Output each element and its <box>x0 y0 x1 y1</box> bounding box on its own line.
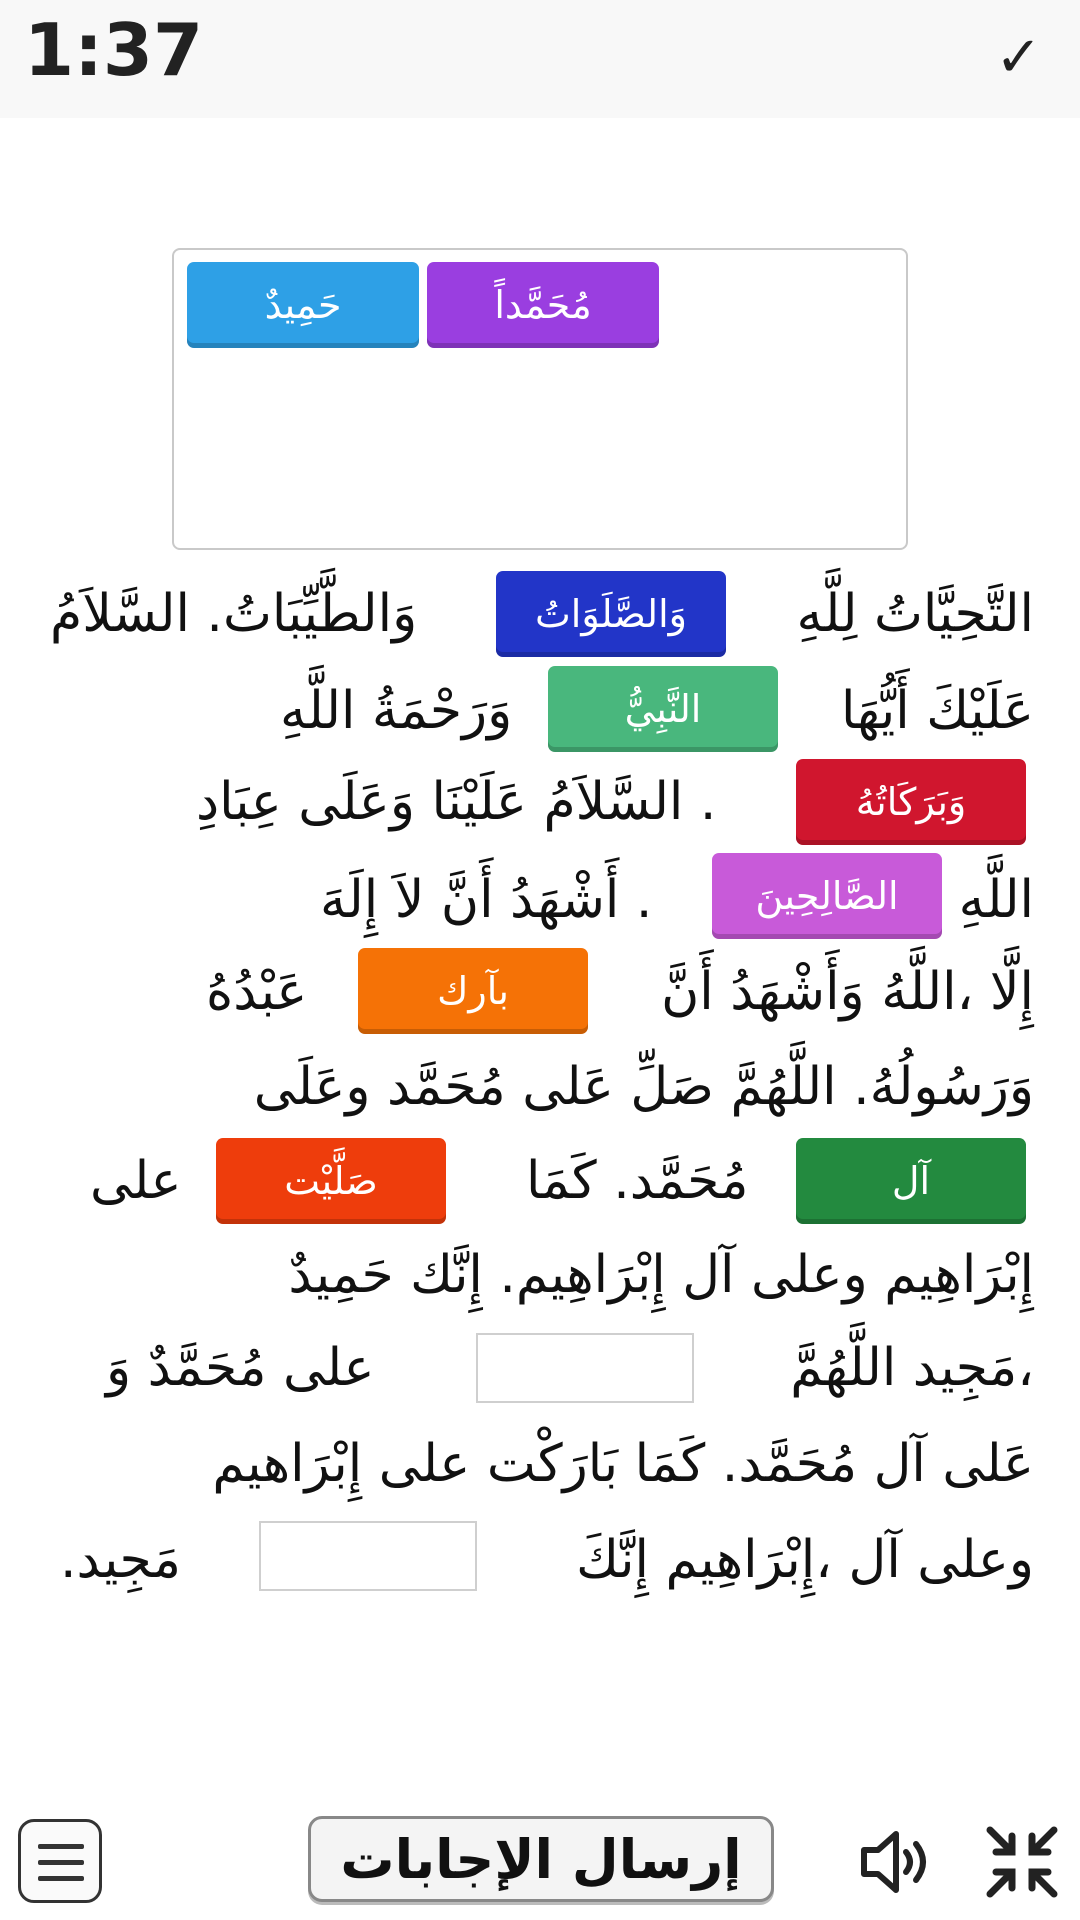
passage-text: على <box>90 1151 182 1211</box>
placed-chip[interactable]: وَالصَّلَوَاتُ <box>496 571 726 657</box>
menu-icon[interactable] <box>18 1819 102 1903</box>
empty-answer-slot[interactable] <box>476 1333 694 1403</box>
placed-chip[interactable]: النَّبِيُّ <box>548 666 778 752</box>
placed-chip[interactable]: آل <box>796 1138 1026 1224</box>
passage-text: مَجِيد. <box>60 1530 181 1590</box>
passage-text: وَالطَّيِّبَاتُ. السَّلاَمُ <box>50 584 418 644</box>
bottom-toolbar <box>0 1800 1080 1920</box>
passage-text: عَلَيْكَ أَيُّهَا <box>840 681 1034 741</box>
placed-chip[interactable]: وَبَرَكَاتُهُ <box>796 759 1026 845</box>
timer: 1:37 <box>24 8 204 92</box>
passage-text: . السَّلاَمُ عَلَيْنَا وَعَلَى عِبَادِ <box>196 772 717 832</box>
passage-text: على مُحَمَّدٌ وَ <box>106 1338 375 1398</box>
placed-chip[interactable]: الصَّالِحِينَ <box>712 853 942 939</box>
passage-text: إِبْرَاهِيم وعلى آل إِبْرَاهِيم. إِنَّك حَمِيدٌ <box>288 1245 1034 1305</box>
passage-text: ،مَجِيد اللَّهُمَّ <box>790 1338 1034 1398</box>
passage-text: مُحَمَّد. كَمَا <box>526 1151 749 1211</box>
passage-text: عَبْدُهُ <box>206 962 308 1022</box>
passage-text: وَرَسُولُهُ. اللَّهُمَّ صَلِّ عَلى مُحَمَّد وعَلَى <box>253 1057 1034 1117</box>
passage-text: إِلَّا ،اللَّهُ وَأَشْهَدُ أَنَّ <box>661 962 1034 1022</box>
answer-slot[interactable] <box>796 759 1026 845</box>
passage-line <box>40 1418 1034 1510</box>
passage-line <box>40 1229 1034 1321</box>
passage-line <box>40 665 1034 757</box>
answer-slot[interactable] <box>712 853 942 939</box>
answer-slot[interactable] <box>216 1138 446 1224</box>
word-chip[interactable]: مُحَمَّداً <box>427 262 659 348</box>
collapse-icon[interactable] <box>982 1822 1062 1902</box>
word-bank[interactable] <box>172 248 908 550</box>
placed-chip[interactable]: صَلَّيْت <box>216 1138 446 1224</box>
word-chip[interactable]: حَمِيدٌ <box>187 262 419 348</box>
submit-answers-button[interactable]: إرسال الإجابات <box>308 1816 774 1902</box>
passage-text: . أَشْهَدُ أَنَّ لاَ إِلَهَ <box>320 870 653 930</box>
speaker-icon[interactable] <box>856 1822 936 1902</box>
passage-text: وَرَحْمَةُ اللَّهِ <box>280 681 513 741</box>
passage-text: التَّحِيَّاتُ لِلَّهِ <box>796 584 1034 644</box>
answer-slot[interactable] <box>548 666 778 752</box>
placed-chip[interactable]: بآرك <box>358 948 588 1034</box>
passage-text: عَلى آل مُحَمَّد. كَمَا بَارَكْت على إِبْرَاهيم <box>212 1434 1034 1494</box>
status-bar <box>0 0 1080 118</box>
answer-slot[interactable] <box>496 571 726 657</box>
passage-text: وعلى آل ،إِبْرَاهِيم إِنَّكَ <box>576 1530 1034 1590</box>
check-icon[interactable]: ✓ <box>995 25 1042 90</box>
empty-answer-slot[interactable] <box>259 1521 477 1591</box>
passage-line <box>40 1041 1034 1133</box>
answer-slot[interactable] <box>796 1138 1026 1224</box>
passage-text: اللَّهِ <box>958 870 1034 930</box>
answer-slot[interactable] <box>358 948 588 1034</box>
passage-line <box>40 1514 1034 1606</box>
